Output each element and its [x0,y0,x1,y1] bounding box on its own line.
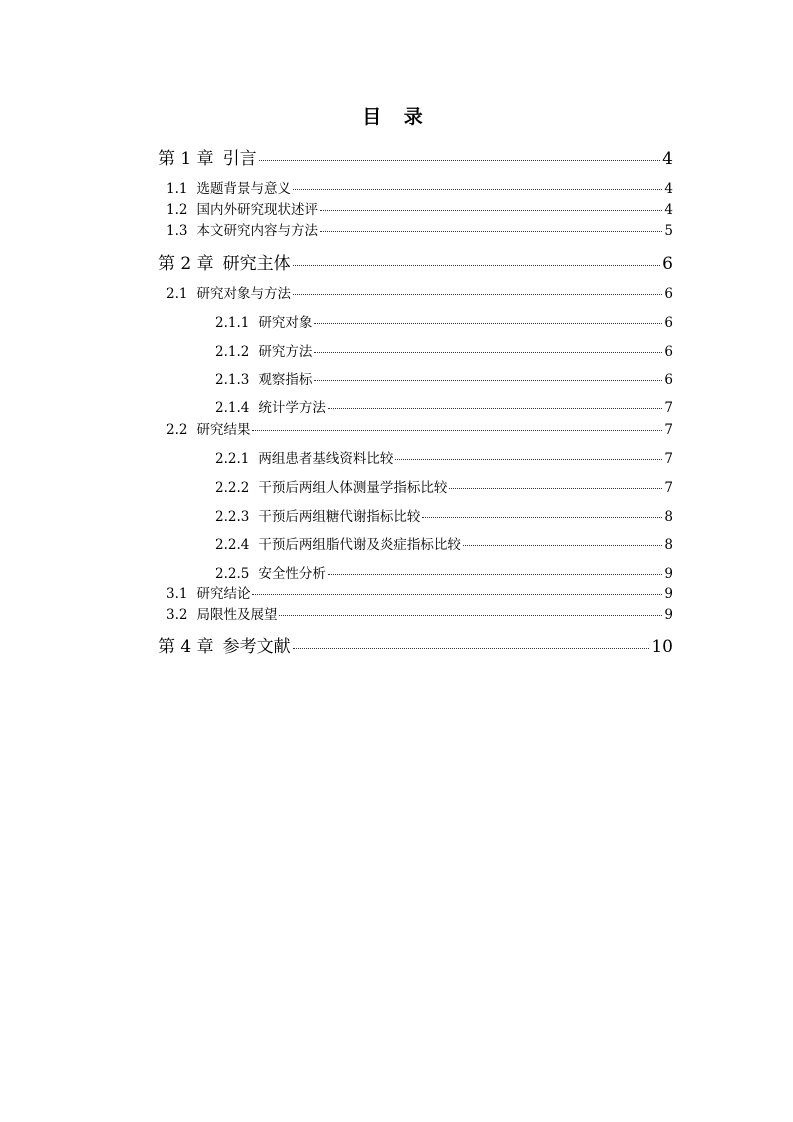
toc-entry[interactable] [215,371,673,389]
toc-entry-page: 7 [664,400,673,416]
toc-entry-label: 干预后两组人体测量学指标比较 [258,480,448,496]
toc-entry-label: 观察指标 [258,372,313,388]
toc-entry-number: 2.1 [166,286,188,302]
toc-leader-dots [320,231,662,232]
toc-leader-dots [293,265,661,266]
toc-entry-page: 7 [664,480,673,496]
toc-entry[interactable] [215,508,673,526]
toc-entry-label: 局限性及展望 [196,607,278,623]
toc-entry-number: 2.2.1 [215,451,250,467]
toc-entry-label: 选题背景与意义 [196,181,291,197]
toc-entry-number: 1.3 [166,223,188,239]
toc-entry-page: 6 [664,372,673,388]
toc-entry-page: 6 [664,344,673,360]
toc-entry-page: 4 [662,149,673,169]
toc-entry[interactable] [166,606,673,624]
toc-entry-label: 干预后两组糖代谢指标比较 [258,509,421,525]
toc-title: 目 录 [362,106,431,128]
toc-entry[interactable] [215,343,673,361]
toc-entry[interactable] [158,148,673,170]
toc-entry-label: 干预后两组脂代谢及炎症指标比较 [258,537,461,553]
toc-entry-page: 9 [664,566,673,582]
toc-leader-dots [279,615,662,616]
toc-entry-number: 2.1.1 [215,315,250,331]
toc-entry-label: 研究结果 [196,422,251,438]
toc-leader-dots [259,160,661,161]
toc-entry-label: 本文研究内容与方法 [196,223,318,239]
toc-entry-page: 8 [664,537,673,553]
toc-entry-number: 3.2 [166,607,188,623]
toc-entry-label: 两组患者基线资料比较 [258,451,394,467]
toc-leader-dots [328,408,663,409]
toc-entry-number: 2.2 [166,422,188,438]
toc-entry-number: 1.2 [166,202,188,218]
toc-entry[interactable] [166,421,673,439]
toc-entry-number: 2.2.3 [215,509,250,525]
toc-entry[interactable] [215,565,673,583]
toc-entry-label: 研究方法 [258,344,313,360]
toc-entry-page: 7 [664,422,673,438]
toc-leader-dots [314,352,662,353]
toc-leader-dots [252,594,662,595]
toc-entry-page: 4 [664,181,673,197]
toc-entry-number: 2.1.2 [215,344,250,360]
toc-entry[interactable] [215,536,673,554]
toc-leader-dots [463,545,663,546]
toc-leader-dots [314,323,662,324]
toc-entry-number: 3.1 [166,586,188,602]
toc-entry-number: 第 4 章 [158,637,214,657]
toc-leader-dots [395,459,662,460]
toc-entry-label: 国内外研究现状述评 [196,202,318,218]
toc-leader-dots [293,294,662,295]
toc-entry-label: 研究主体 [222,254,291,274]
toc-entry-page: 6 [664,315,673,331]
toc-entry-page: 9 [664,607,673,623]
toc-entry[interactable] [215,399,673,417]
toc-entry-label: 研究结论 [196,586,251,602]
toc-entry-number: 第 1 章 [158,149,214,169]
toc-entry[interactable] [215,479,673,497]
toc-entry[interactable] [166,180,673,198]
toc-entry-label: 研究对象与方法 [196,286,291,302]
toc-entry-number: 1.1 [166,181,188,197]
toc-entry[interactable] [166,222,673,240]
toc-entry[interactable] [215,314,673,332]
toc-entry-number: 2.1.3 [215,372,250,388]
toc-leader-dots [252,430,662,431]
toc-entry-label: 引言 [222,149,257,169]
toc-entry[interactable] [158,636,673,658]
toc-entry[interactable] [158,253,673,275]
toc-leader-dots [293,648,650,649]
toc-leader-dots [314,380,662,381]
toc-entry-page: 5 [664,223,673,239]
toc-leader-dots [320,210,662,211]
toc-entry[interactable] [166,201,673,219]
toc-entry-page: 6 [664,286,673,302]
toc-entry-label: 安全性分析 [258,566,326,582]
toc-entry[interactable] [166,285,673,303]
toc-entry[interactable] [166,585,673,603]
toc-entry-number: 2.2.2 [215,480,250,496]
toc-entry-page: 4 [664,202,673,218]
toc-entry-number: 2.1.4 [215,400,250,416]
toc-entry-number: 2.2.4 [215,537,250,553]
toc-entry-page: 6 [662,254,673,274]
toc-entry-page: 7 [664,451,673,467]
toc-leader-dots [449,488,662,489]
toc-entry-label: 参考文献 [222,637,291,657]
toc-entry-number: 2.2.5 [215,566,250,582]
toc-entry-page: 8 [664,509,673,525]
toc-entry-label: 研究对象 [258,315,313,331]
toc-entry-page: 10 [651,637,673,657]
toc-entry-number: 第 2 章 [158,254,214,274]
toc-entry[interactable] [215,450,673,468]
toc-leader-dots [293,189,662,190]
toc-leader-dots [328,574,663,575]
toc-leader-dots [422,517,662,518]
toc-entry-label: 统计学方法 [258,400,326,416]
toc-entry-page: 9 [664,586,673,602]
